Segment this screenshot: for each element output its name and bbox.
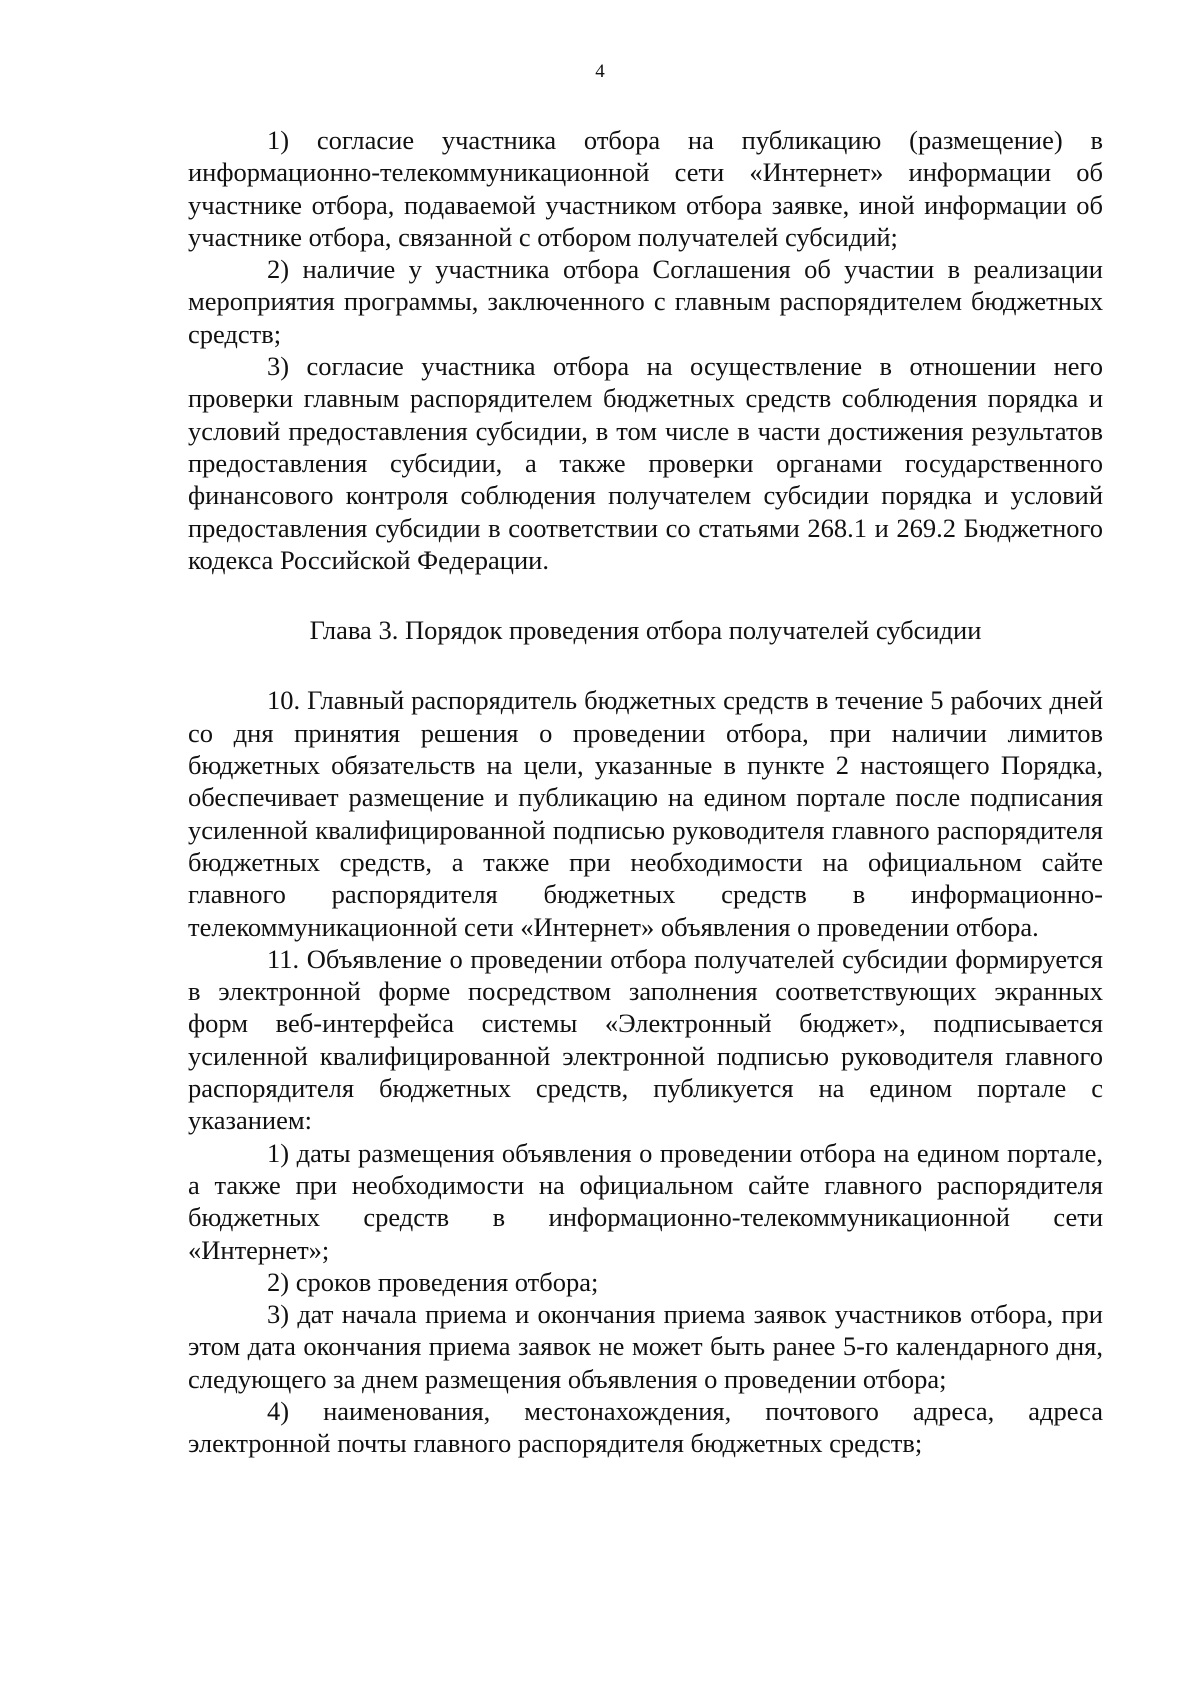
paragraph-subitem-2: 2) сроков проведения отбора;: [267, 1266, 599, 1297]
document-body: [188, 124, 1103, 1460]
paragraph-item-11: 11. Объявление о проведении отбора получателей субсидии формируется в электронной форме посредством заполнения соответствующих экранных форм веб-интерфейса системы «Электронный бюджет», подписывается усиленной квалифицированной электронной подписью руководителя главного распорядителя бюджетных средств, публикуется на едином портале с указанием:: [188, 943, 1103, 1136]
paragraph-subitem-4: 4) наименования, местонахождения, почтового адреса, адреса электронной почты главного распорядителя бюджетных средств;: [188, 1395, 1103, 1459]
paragraph-consent-inspection: 3) согласие участника отбора на осуществление в отношении него проверки главным распорядителем бюджетных средств соблюдения порядка и условий предоставления субсидии, в том числе в части достижения результатов предоставления субсидии, а также проверки органами государственного финансового контроля соблюдения получателем субсидии порядка и условий предоставления субсидии в соответствии со статьями 268.1 и 269.2 Бюджетного кодекса Российской Федерации.: [188, 351, 1103, 575]
page-number: 4: [595, 61, 605, 82]
chapter-heading: Глава 3. Порядок проведения отбора получателей субсидии: [309, 615, 982, 646]
paragraph-subitem-1: 1) даты размещения объявления о проведении отбора на едином портале, а также при необходимости на официальном сайте главного распорядителя бюджетных средств в информационно-телекоммуникационной сети «Интернет»;: [188, 1137, 1103, 1265]
paragraph-consent-publication: 1) согласие участника отбора на публикацию (размещение) в информационно-телекоммуникационной сети «Интернет» информации об участнике отбора, подаваемой участником отбора заявке, иной информации об участнике отбора, связанной с отбором получателей субсидий;: [188, 125, 1103, 252]
paragraph-subitem-3: 3) дат начала приема и окончания приема заявок участников отбора, при этом дата окончания приема заявок не может быть ранее 5-го календарного дня, следующего за днем размещения объявления о проведении отбора;: [188, 1299, 1103, 1394]
paragraph-item-10: 10. Главный распорядитель бюджетных средств в течение 5 рабочих дней со дня принятия решения о проведении отбора, при наличии лимитов бюджетных обязательств на цели, указанные в пункте 2 настоящего Порядка, обеспечивает размещение и публикацию на едином портале после подписания усиленной квалифицированной подписью руководителя главного распорядителя бюджетных средств, а также при необходимости на официальном сайте главного распорядителя бюджетных средств в информационно-телекоммуникационной сети «Интернет» объявления о проведении отбора.: [188, 685, 1103, 942]
paragraph-agreement: 2) наличие у участника отбора Соглашения об участии в реализации мероприятия программы, заключенного с главным распорядителем бюджетных средств;: [188, 254, 1103, 349]
